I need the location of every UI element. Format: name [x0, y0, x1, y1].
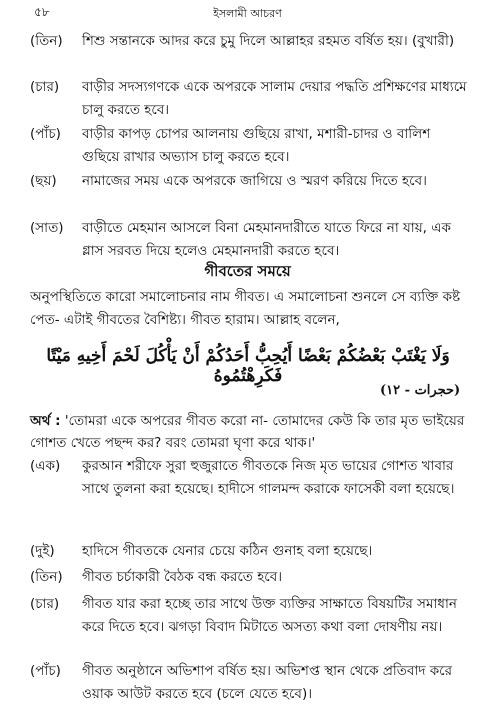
- verse-meaning: [30, 410, 470, 454]
- list-item-text: কুরআন শরীফে সুরা হুজুরাতে গীবতকে নিজ মৃত ভায়ের গোশত খাবার সাথে তুলনা করা হয়েছে। হাদীসে গালমন্দ করাকে ফাসেকী বলা হয়েছে।: [82, 458, 455, 497]
- meaning-label: অর্থ :: [30, 413, 61, 429]
- list-item-number: (চার): [30, 596, 60, 612]
- list-item: [30, 540, 470, 563]
- list-item-text: গীবত চর্চাকারী বৈঠক বন্ধ করতে হবে।: [82, 569, 283, 585]
- list-item-number: (তিন): [30, 569, 63, 585]
- arabic-verse: وَلَا يَغْتَبْ بَعْضُكُمْ بَعْضًا أَيُحِبُّ أَحَدُكُمْ أَنْ يَأْكُلَ لَحْمَ أَخِيهِ مَيْتًا فَكَرِهْتُمُوهُ: [46, 346, 450, 386]
- list-item-number: (পাঁচ): [30, 126, 61, 142]
- list-item-text: বাড়ীর কাপড় চোপর আলনায় গুছিয়ে রাখা, মশারী-চাদর ও বালিশ গুছিয়ে রাখার অভ্যাস চালু করতে হবে।: [82, 126, 431, 165]
- list-item: [30, 593, 470, 639]
- running-title: ইসলামী আচরণ: [213, 7, 282, 20]
- section-title: গীবতের সময়ে: [204, 262, 291, 280]
- list-item-text: বাড়ীতে মেহমান আসলে বিনা মেহমানদারীতে যাতে ফিরে না যায়, এক গ্লাস সরবত দিয়ে হলেও মেহমানদারী করতে হবে।: [82, 220, 451, 259]
- list-item-text: নামাজের সময় একে অপরকে জাগিয়ে ও স্মরণ করিয়ে দিতে হবে।: [82, 173, 427, 189]
- list-item: [30, 170, 470, 193]
- list-item-number: (এক): [30, 458, 61, 474]
- list-item-text: শিশু সন্তানকে আদর করে চুমু দিলে আল্লাহর রহমত বর্ষিত হয়। (বুখারী): [82, 33, 455, 49]
- list-item-text: গীবত যার করা হচ্ছে তার সাথে উক্ত ব্যক্তির সাক্ষাতে বিষয়টির সমাধান করে দিতে হবে। ঝগড়া বিবাদ মিটাতে অসত্য কথা বলা দোষণীয় নয়।: [82, 596, 457, 635]
- list-item-number: (দুই): [30, 543, 55, 559]
- list-item: [30, 76, 470, 122]
- verse-reference: (حجرات - ١٢): [380, 383, 461, 398]
- list-item-text: বাড়ীর সদস্যগণকে একে অপরকে সালাম দেয়ার পদ্ধতি প্রশিক্ষণের মাধ্যমে চালু করতে হবে।: [82, 79, 467, 118]
- list-item: [30, 217, 470, 263]
- list-item-text: হাদিসে গীবতকে যেনার চেয়ে কঠিন গুনাহ বলা হয়েছে।: [82, 543, 373, 559]
- list-item-number: (সাত): [30, 220, 64, 236]
- page-number: ৫৮: [34, 5, 50, 19]
- list-item: [30, 455, 470, 501]
- meaning-text: 'তোমরা একে অপরের গীবত করো না- তোমাদের কেউ কি তার মৃত ভাইয়ের গোশত খেতে পছন্দ কর? বরং তোমরা ঘৃণা করে থাক।': [30, 413, 465, 451]
- list-item: [30, 30, 470, 53]
- list-item-number: (চার): [30, 79, 60, 95]
- list-item: [30, 566, 470, 589]
- page-header: [0, 4, 495, 24]
- list-item-text: গীবত অনুষ্ঠানে অভিশাপ বর্ষিত হয়। অভিশপ্ত স্থান থেকে প্রতিবাদ করে ওয়াক আউট করতে হবে (চলে যেতে হবে)।: [82, 663, 452, 702]
- list-item: [30, 660, 470, 706]
- list-item-number: (তিন): [30, 33, 63, 49]
- list-item: [30, 123, 470, 169]
- list-item-number: (পাঁচ): [30, 663, 61, 679]
- list-item-number: (ছয়): [30, 173, 57, 189]
- section-intro: অনুপস্থিতিতে কারো সমালোচনার নাম গীবত। এ সমালোচনা শুনলে সে ব্যক্তি কষ্ট পেত- এটাই গীবতের বৈশিষ্ট্য। গীবত হারাম। আল্লাহ বলেন,: [30, 289, 461, 328]
